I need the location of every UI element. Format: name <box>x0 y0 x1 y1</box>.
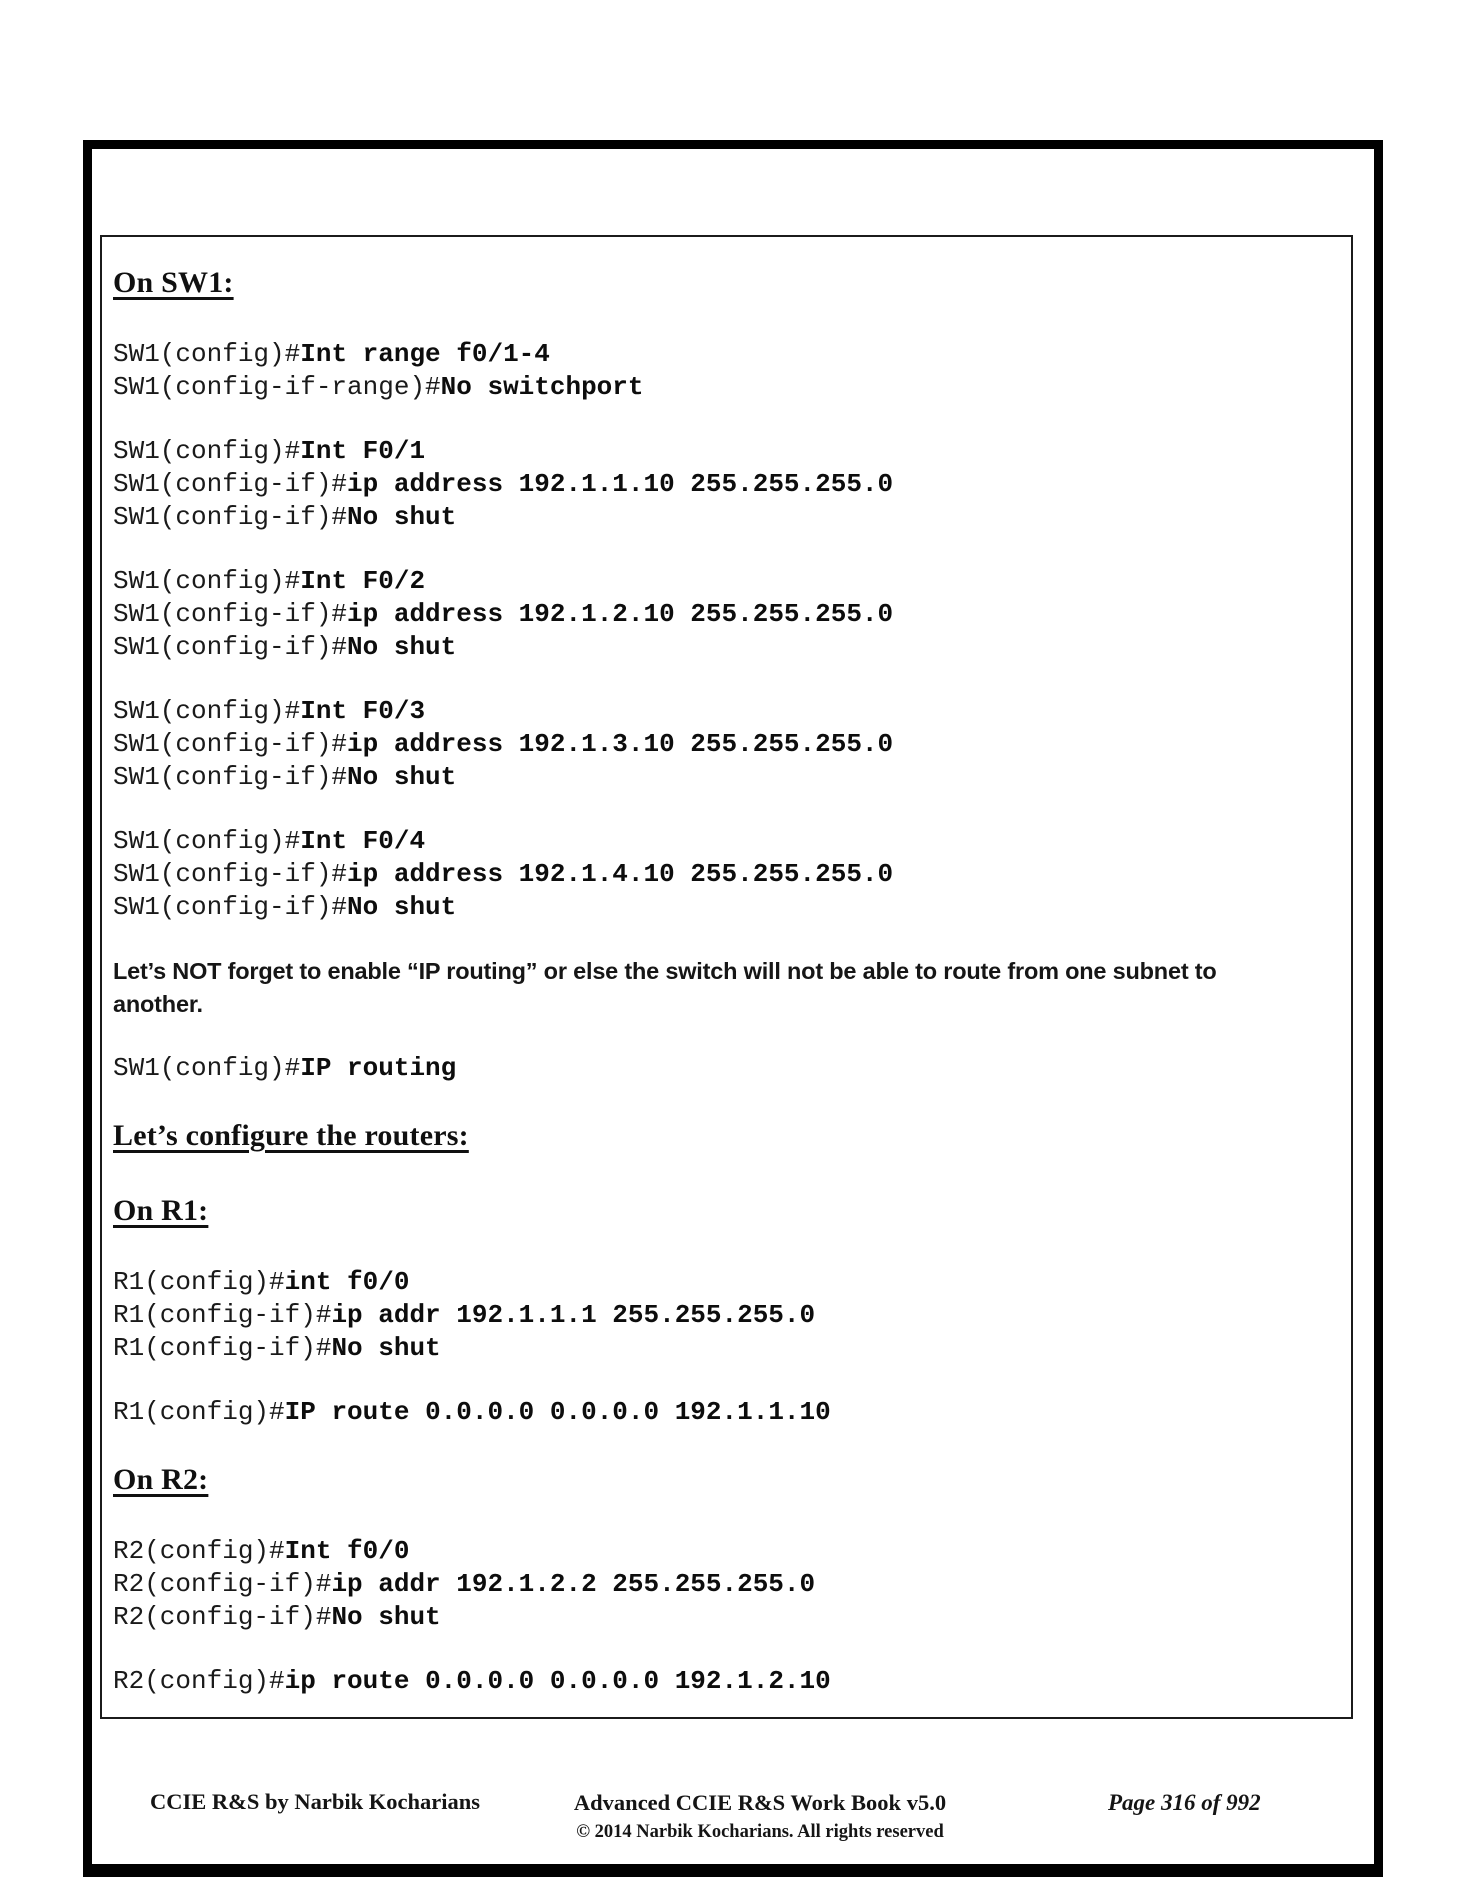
console-line <box>113 565 1333 598</box>
console-command: No shut <box>347 632 457 662</box>
console-command: IP routing <box>300 1053 457 1083</box>
console-line <box>113 891 1333 924</box>
section-heading: On R1: <box>113 1194 209 1227</box>
blank-line <box>113 1365 1333 1396</box>
console-prompt: SW1(config-if)# <box>113 859 348 889</box>
console-line <box>113 1601 1333 1634</box>
console-prompt: SW1(config-if)# <box>113 892 348 922</box>
blank-line <box>113 1429 1333 1460</box>
section-heading: Let’s configure the routers: <box>113 1119 469 1152</box>
console-prompt: SW1(config-if)# <box>113 632 348 662</box>
console-prompt: SW1(config-if-range)# <box>113 372 441 402</box>
console-command: Int range f0/1-4 <box>300 339 550 369</box>
console-command: ip addr 192.1.1.1 255.255.255.0 <box>331 1300 816 1330</box>
console-command: Int F0/2 <box>300 566 426 596</box>
console-prompt: SW1(config)# <box>113 1053 301 1083</box>
console-command: ip addr 192.1.2.2 255.255.255.0 <box>331 1569 816 1599</box>
console-command: No shut <box>331 1333 441 1363</box>
console-prompt: SW1(config-if)# <box>113 469 348 499</box>
blank-line <box>113 1085 1333 1116</box>
note-line: Let’s NOT forget to enable “IP routing” or else the switch will not be able to route from one subnet to <box>113 958 1217 984</box>
blank-line <box>113 1021 1333 1052</box>
console-prompt: R2(config-if)# <box>113 1602 332 1632</box>
console-prompt: R2(config-if)# <box>113 1569 332 1599</box>
console-command: Int F0/4 <box>300 826 426 856</box>
console-prompt: R1(config-if)# <box>113 1300 332 1330</box>
console-prompt: SW1(config-if)# <box>113 729 348 759</box>
console-line <box>113 728 1333 761</box>
config-content-box <box>100 235 1353 1719</box>
console-prompt: SW1(config)# <box>113 826 301 856</box>
blank-line <box>113 404 1333 435</box>
console-line <box>113 1665 1333 1698</box>
footer-book-info <box>552 1789 968 1844</box>
console-line <box>113 1266 1333 1299</box>
note-paragraph <box>113 955 1333 1021</box>
console-prompt: SW1(config-if)# <box>113 599 348 629</box>
footer-page-number: Page 316 of 992 <box>1108 1790 1261 1815</box>
section-heading: On R2: <box>113 1463 209 1496</box>
blank-line <box>113 664 1333 695</box>
console-command: No shut <box>331 1602 441 1632</box>
blank-line <box>113 534 1333 565</box>
console-prompt: R2(config)# <box>113 1536 285 1566</box>
footer-author: CCIE R&S by Narbik Kocharians <box>150 1789 481 1814</box>
console-line <box>113 1568 1333 1601</box>
console-prompt: SW1(config)# <box>113 436 301 466</box>
blank-line <box>113 1160 1333 1191</box>
console-line <box>113 1396 1333 1429</box>
console-command: ip route 0.0.0.0 0.0.0.0 192.1.2.10 <box>284 1666 831 1696</box>
console-command: Int f0/0 <box>284 1536 410 1566</box>
console-command: No shut <box>347 502 457 532</box>
console-line <box>113 825 1333 858</box>
console-line <box>113 598 1333 631</box>
console-command: Int F0/1 <box>300 436 426 466</box>
console-command: int f0/0 <box>284 1267 410 1297</box>
blank-line <box>113 1634 1333 1665</box>
console-prompt: R2(config)# <box>113 1666 285 1696</box>
console-line <box>113 631 1333 664</box>
console-line <box>113 1332 1333 1365</box>
console-command: ip address 192.1.2.10 255.255.255.0 <box>347 599 894 629</box>
console-line <box>113 371 1333 404</box>
console-command: No shut <box>347 762 457 792</box>
console-line <box>113 1299 1333 1332</box>
console-command: IP route 0.0.0.0 0.0.0.0 192.1.1.10 <box>284 1397 831 1427</box>
footer-book-title: Advanced CCIE R&S Work Book v5.0 <box>573 1790 947 1815</box>
console-line <box>113 1052 1333 1085</box>
note-line: another. <box>113 991 203 1017</box>
console-prompt: R1(config)# <box>113 1267 285 1297</box>
console-line <box>113 501 1333 534</box>
console-line <box>113 858 1333 891</box>
console-line <box>113 338 1333 371</box>
blank-line <box>113 794 1333 825</box>
console-command: No shut <box>347 892 457 922</box>
console-prompt: SW1(config-if)# <box>113 762 348 792</box>
console-command: ip address 192.1.3.10 255.255.255.0 <box>347 729 894 759</box>
console-line <box>113 695 1333 728</box>
console-line <box>113 761 1333 794</box>
console-prompt: R1(config)# <box>113 1397 285 1427</box>
section-heading: On SW1: <box>113 266 234 299</box>
console-command: ip address 192.1.1.10 255.255.255.0 <box>347 469 894 499</box>
config-content <box>113 263 1333 1698</box>
console-prompt: SW1(config-if)# <box>113 502 348 532</box>
console-prompt: SW1(config)# <box>113 696 301 726</box>
console-prompt: SW1(config)# <box>113 566 301 596</box>
footer-copyright: © 2014 Narbik Kocharians. All rights reserved <box>576 1822 944 1842</box>
blank-line <box>113 307 1333 338</box>
console-command: ip address 192.1.4.10 255.255.255.0 <box>347 859 894 889</box>
console-prompt: SW1(config)# <box>113 339 301 369</box>
console-line <box>113 1535 1333 1568</box>
console-command: No switchport <box>440 372 644 402</box>
console-line <box>113 435 1333 468</box>
blank-line <box>113 1235 1333 1266</box>
blank-line <box>113 924 1333 955</box>
console-prompt: R1(config-if)# <box>113 1333 332 1363</box>
console-line <box>113 468 1333 501</box>
console-command: Int F0/3 <box>300 696 426 726</box>
blank-line <box>113 1504 1333 1535</box>
